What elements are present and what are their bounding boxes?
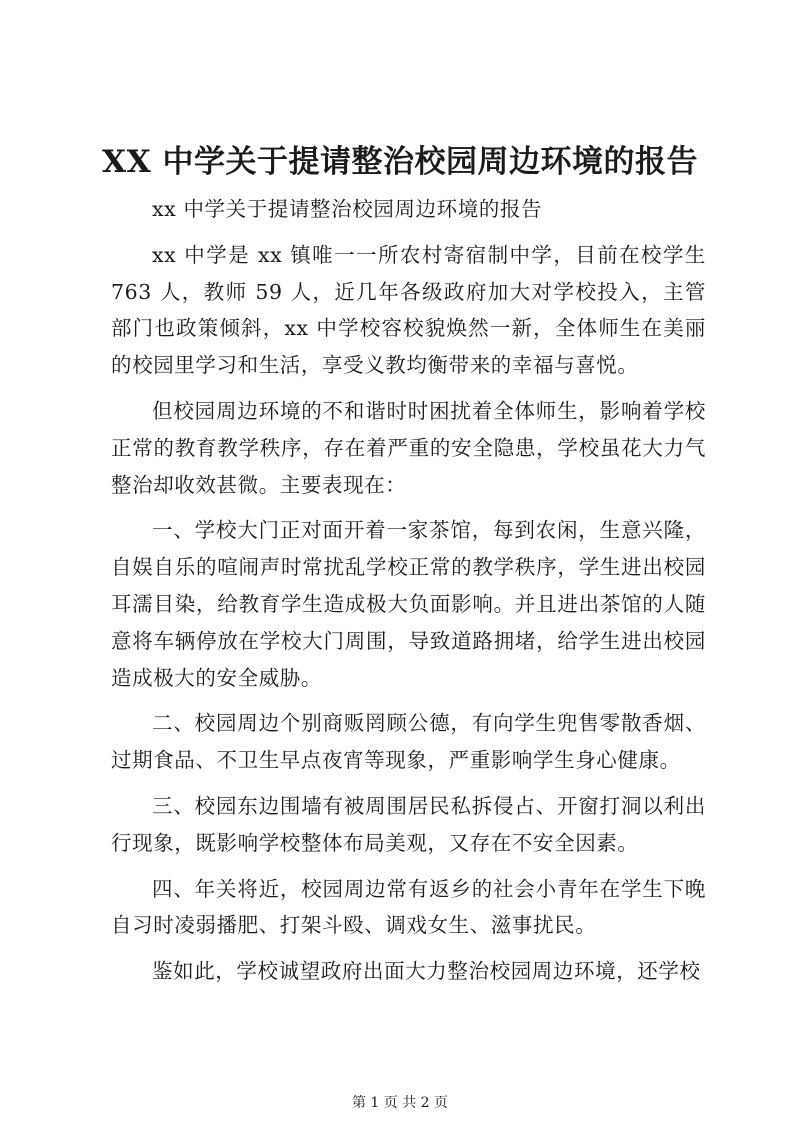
- document-title: XX 中学关于提请整治校园周边环境的报告: [102, 144, 698, 180]
- paragraph-intro: xx 中学是 xx 镇唯一一所农村寄宿制中学，目前在校学生 763 人，教师 59 人，近几年各级政府加大对学校投入，主管部门也政策倾斜，xx 中学校容校貌焕然一新，全体师生在美丽的校园里学习和生活，享受义教均衡带来的幸福与喜悦。: [111, 242, 706, 378]
- paragraph-item-1: 一、学校大门正对面开着一家茶馆，每到农闲，生意兴隆，自娱自乐的喧闹声时常扰乱学校正常的教学秩序，学生进出校园耳濡目染，给教育学生造成极大负面影响。并且进出茶馆的人随意将车辆停放在学校大门周围，导致道路拥堵，给学生进出校园造成极大的安全威胁。: [111, 518, 706, 690]
- page-number-footer: 第 1 页 共 2 页: [351, 1095, 449, 1111]
- document-body: [111, 191, 706, 999]
- paragraph-subtitle: xx 中学关于提请整治校园周边环境的报告: [152, 197, 543, 221]
- paragraph-item-3: 三、校园东边围墙有被周围居民私拆侵占、开窗打洞以利出行现象，既影响学校整体布局美观，又存在不安全因素。: [111, 793, 706, 855]
- paragraph-item-4: 四、年关将近，校园周边常有返乡的社会小青年在学生下晚自习时凌弱播肥、打架斗殴、调戏女生、滋事扰民。: [111, 876, 706, 938]
- paragraph-request: 鉴如此，学校诚望政府出面大力整治校园周边环境，还学校: [152, 959, 701, 984]
- paragraph-problem-summary: 但校园周边环境的不和谐时时困扰着全体师生，影响着学校正常的教育教学秩序，存在着严重的安全隐患，学校虽花大力气整治却收效甚微。主要表现在：: [111, 398, 706, 497]
- paragraph-item-2: 二、校园周边个别商贩罔顾公德，有向学生兜售零散香烟、过期食品、不卫生早点夜宵等现象，严重影响学生身心健康。: [111, 711, 706, 773]
